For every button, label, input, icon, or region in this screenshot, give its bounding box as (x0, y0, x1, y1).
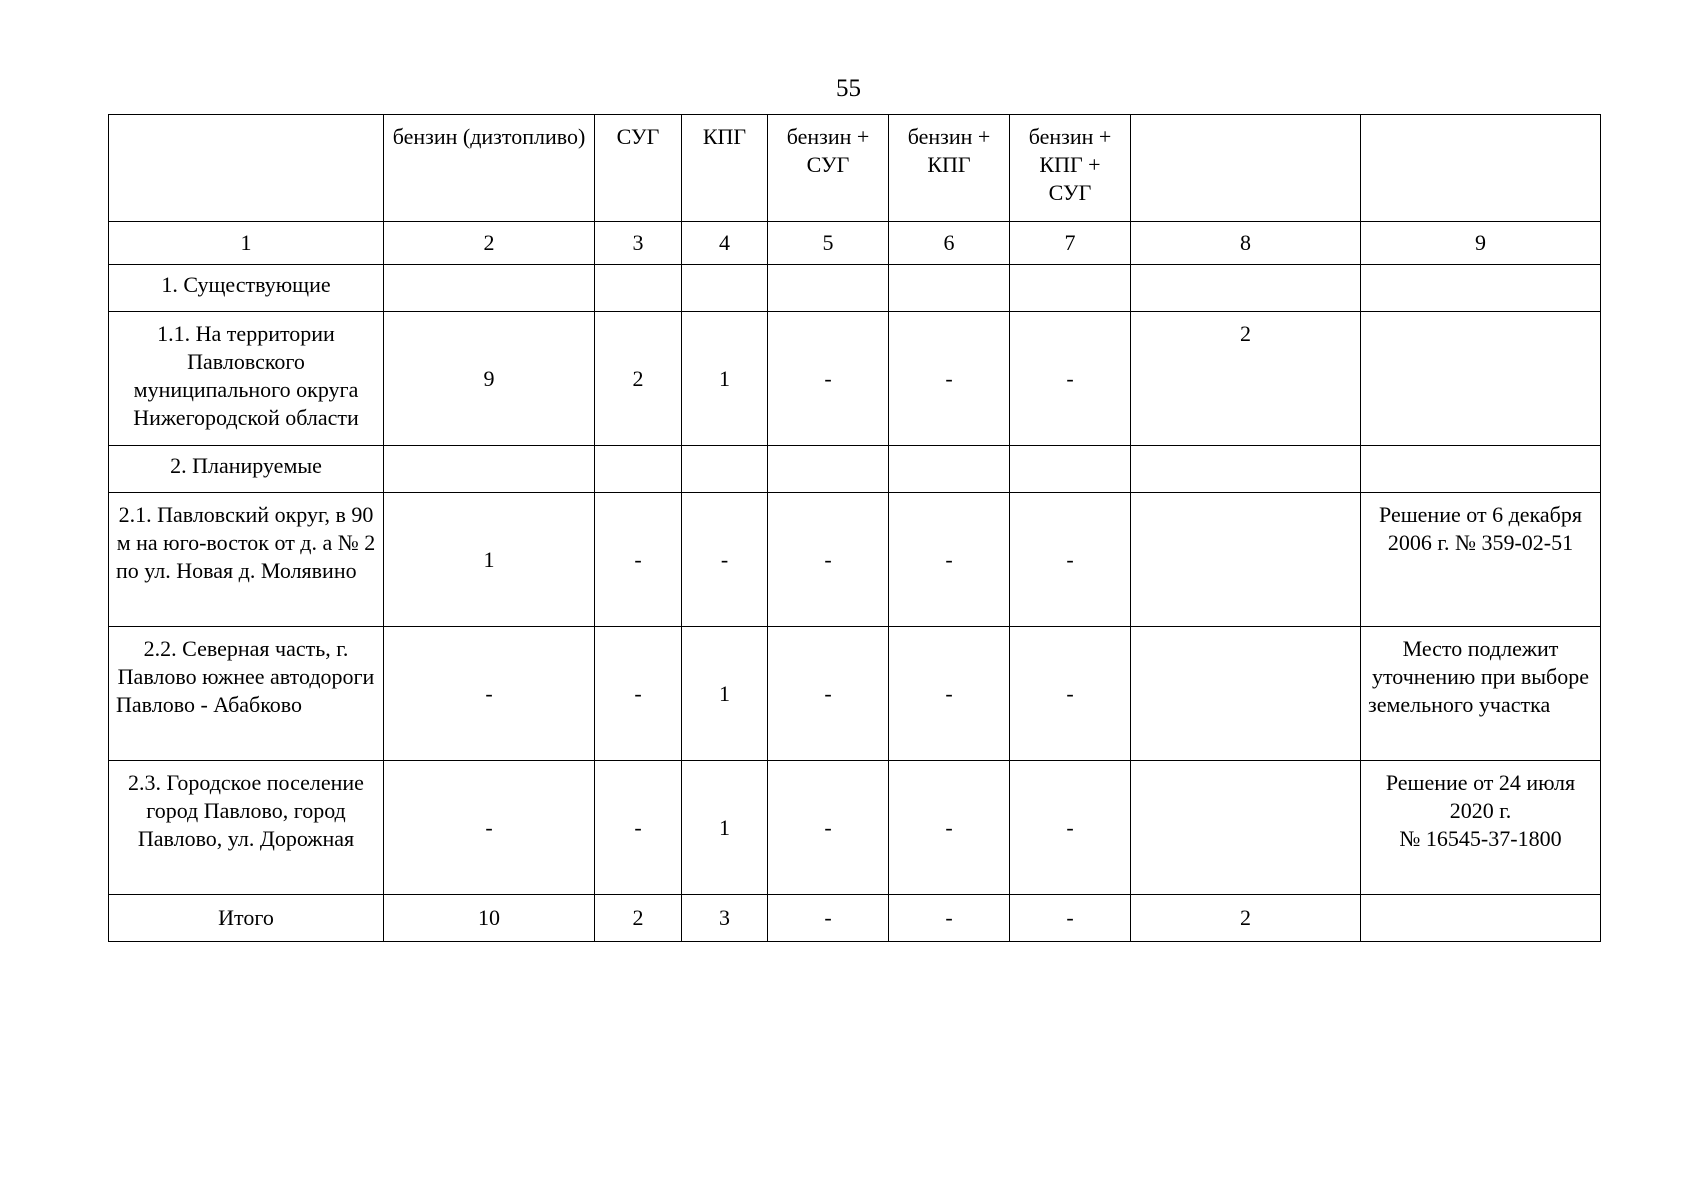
column-number-cell: 4 (682, 222, 768, 265)
row-label-cell: 2.2. Северная часть, г. Павлово южнее автодороги Павлово - Абабково (109, 627, 384, 761)
table-cell: - (1010, 493, 1131, 627)
row-label-cell: Итого (109, 895, 384, 942)
row-label-cell: 1. Существующие (109, 265, 384, 312)
table-cell: 2 (595, 312, 682, 446)
table-cell: Место подлежит уточнению при выборе земельного участка (1361, 627, 1601, 761)
table-cell (595, 265, 682, 312)
table-cell: - (595, 761, 682, 895)
table-cell (1361, 312, 1601, 446)
column-number-cell: 9 (1361, 222, 1601, 265)
table-cell: - (889, 627, 1010, 761)
page-number: 55 (836, 75, 861, 102)
table-cell: - (595, 493, 682, 627)
table-cell (595, 446, 682, 493)
row-label-cell: 2. Планируемые (109, 446, 384, 493)
table-cell (889, 265, 1010, 312)
column-number-cell: 5 (768, 222, 889, 265)
total-cell: 3 (682, 895, 768, 942)
table-cell: - (1010, 627, 1131, 761)
header-row (109, 115, 1601, 222)
table-cell: - (595, 627, 682, 761)
table-cell: - (768, 493, 889, 627)
table-cell (1361, 446, 1601, 493)
header-cell (109, 115, 384, 222)
header-cell: бензин + КПГ + СУГ (1010, 115, 1131, 222)
row-label-cell: 2.3. Городское поселение город Павлово, город Павлово, ул. Дорожная (109, 761, 384, 895)
column-number-row (109, 222, 1601, 265)
table-cell (1010, 265, 1131, 312)
stations-table (108, 114, 1601, 942)
header-cell: КПГ (682, 115, 768, 222)
header-cell (1131, 115, 1361, 222)
table-cell: 1 (682, 312, 768, 446)
total-cell: - (889, 895, 1010, 942)
table-cell (1361, 265, 1601, 312)
section-row-existing (109, 265, 1601, 312)
total-cell: 10 (384, 895, 595, 942)
column-number-cell: 6 (889, 222, 1010, 265)
table-cell: - (682, 493, 768, 627)
table-cell: 2 (1131, 312, 1361, 446)
table-row (109, 627, 1601, 761)
table-row (109, 761, 1601, 895)
table-cell: 1 (682, 627, 768, 761)
table-cell (682, 446, 768, 493)
header-cell: бензин + КПГ (889, 115, 1010, 222)
table-cell: - (768, 761, 889, 895)
header-cell: СУГ (595, 115, 682, 222)
table-cell: - (1010, 312, 1131, 446)
table-cell: - (384, 627, 595, 761)
table-cell (1131, 627, 1361, 761)
row-label-cell: 1.1. На территории Павловского муниципального округа Нижегородской области (109, 312, 384, 446)
table-cell: Решение от 6 декабря 2006 г. № 359-02-51 (1361, 493, 1601, 627)
table-cell: - (889, 761, 1010, 895)
table-cell: - (768, 312, 889, 446)
column-number-cell: 8 (1131, 222, 1361, 265)
table-cell: - (1010, 761, 1131, 895)
header-cell: бензин (дизтопливо) (384, 115, 595, 222)
table-cell: - (768, 627, 889, 761)
table-cell: Решение от 24 июля 2020 г. № 16545-37-1800 (1361, 761, 1601, 895)
table-cell: 9 (384, 312, 595, 446)
total-cell: - (768, 895, 889, 942)
table-cell (889, 446, 1010, 493)
row-label-cell: 2.1. Павловский округ, в 90 м на юго-восток от д. а № 2 по ул. Новая д. Молявино (109, 493, 384, 627)
column-number-cell: 2 (384, 222, 595, 265)
table-cell (768, 265, 889, 312)
table-row (109, 312, 1601, 446)
table-cell (1131, 761, 1361, 895)
table-cell (384, 265, 595, 312)
table-cell (1131, 265, 1361, 312)
table-cell (384, 446, 595, 493)
table-row (109, 493, 1601, 627)
table-cell (682, 265, 768, 312)
table-cell: 1 (682, 761, 768, 895)
table-cell (768, 446, 889, 493)
column-number-cell: 1 (109, 222, 384, 265)
total-cell: - (1010, 895, 1131, 942)
table-cell: 1 (384, 493, 595, 627)
total-cell (1361, 895, 1601, 942)
total-cell: 2 (1131, 895, 1361, 942)
header-cell: бензин + СУГ (768, 115, 889, 222)
table-cell (1010, 446, 1131, 493)
total-cell: 2 (595, 895, 682, 942)
column-number-cell: 7 (1010, 222, 1131, 265)
section-row-planned (109, 446, 1601, 493)
table-cell: - (889, 312, 1010, 446)
table-cell (1131, 446, 1361, 493)
column-number-cell: 3 (595, 222, 682, 265)
total-row (109, 895, 1601, 942)
table-cell: - (889, 493, 1010, 627)
header-cell (1361, 115, 1601, 222)
table-cell (1131, 493, 1361, 627)
table-cell: - (384, 761, 595, 895)
